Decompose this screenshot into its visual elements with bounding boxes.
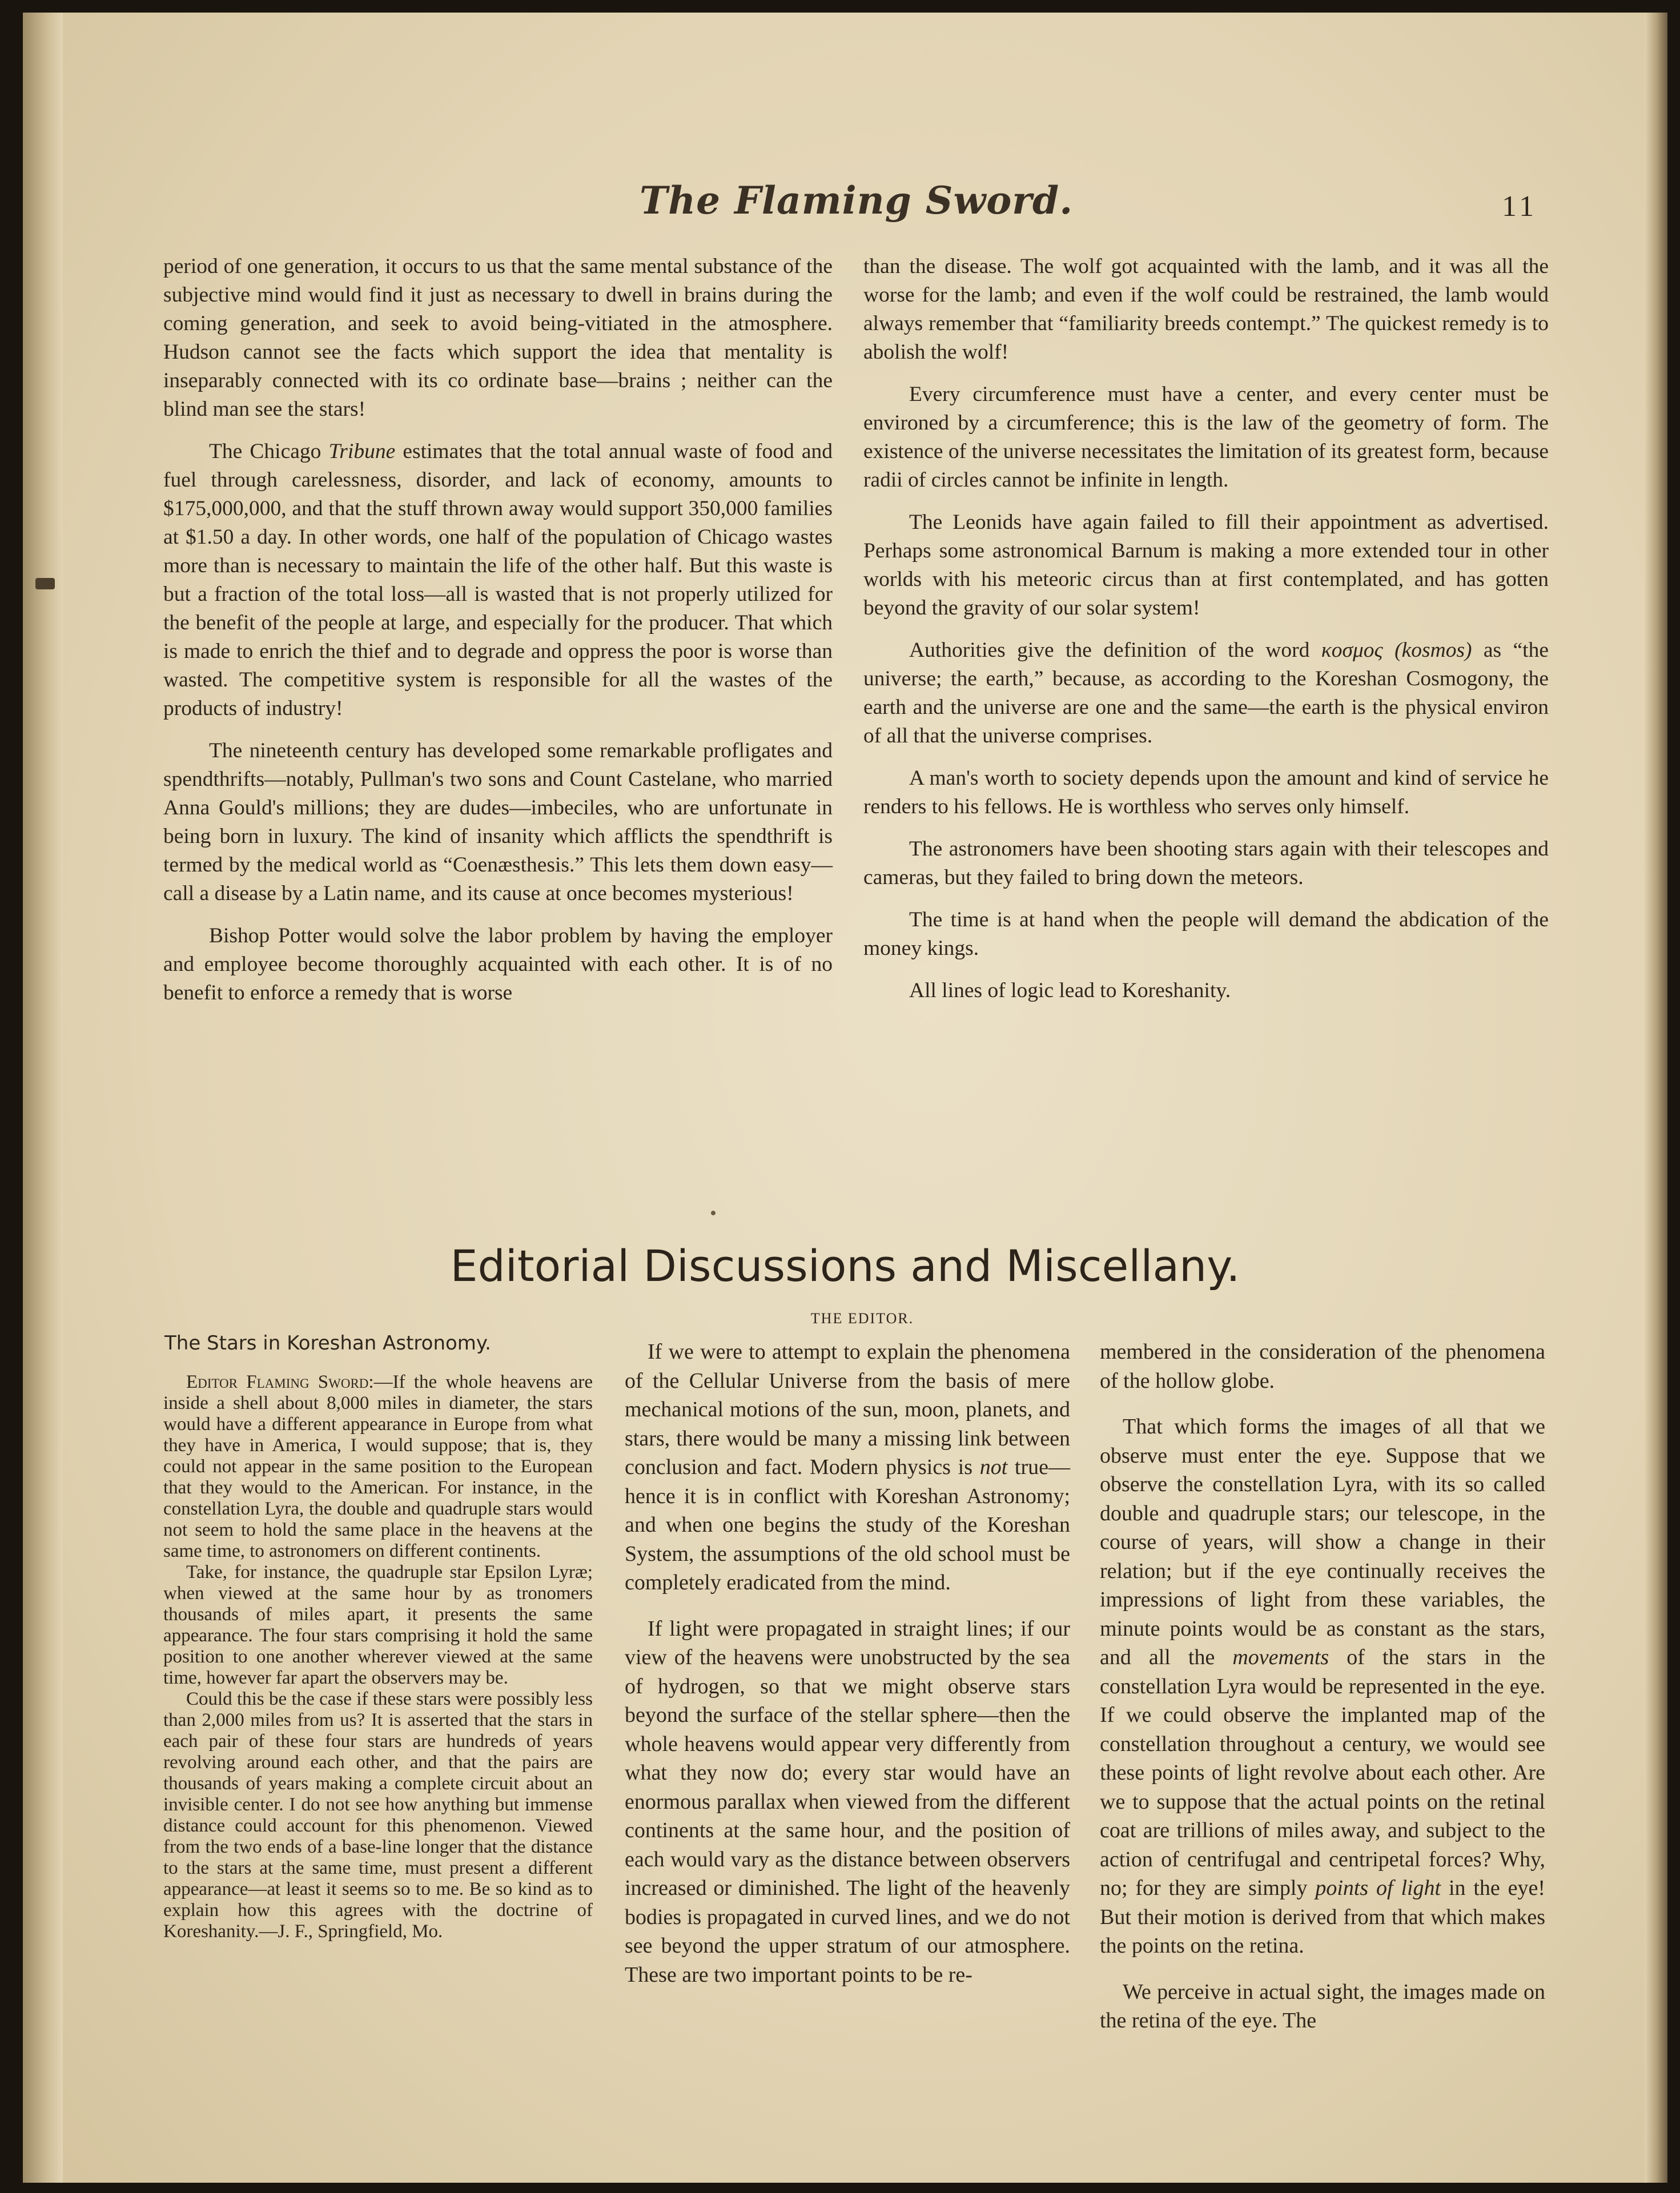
binding-gutter xyxy=(23,13,63,2183)
salutation: Editor Flaming Sword: xyxy=(186,1372,374,1392)
editorial-right-column xyxy=(1100,1338,1545,2053)
paragraph: All lines of logic lead to Koreshanity. xyxy=(909,979,1231,1002)
upper-right-column xyxy=(863,252,1549,1019)
letter-paragraph: Could this be the case if these stars were possibly less than 2,000 miles from us? It is asserted that the stars in each pair of these four stars are hundreds of years revolving around each other, and that the pairs are thousands of years making a complete circuit about an invisible center. I do not see how anything but immense distance could account for this phenomenon. Viewed from the two ends of a base-line longer that the distance to the stars at the same time, must present a different appearance—at least it seems so to me. Be so kind as to explain how this agrees with the doctrine of Koreshanity.—J. F., Springfield, Mo. xyxy=(163,1689,593,1942)
paragraph: The nineteenth century has developed some remarkable profligates and spendthrifts—notably, Pullman's two sons and Count Castelane, who married Anna Gould's millions; they are dudes—imbeciles, who are unfortunate in being born in luxury. The kind of insanity which afflicts the spendthrift is termed by the medical world as “Coenæsthesis.” This lets them down easy—call a disease by a Latin name, and its cause at once becomes mysterious! xyxy=(163,739,833,905)
running-title: The Flaming Sword. xyxy=(640,178,1074,223)
paragraph: The Chicago Tribune estimates that the total annual waste of food and fuel through carelessness, disorder, and lack of economy, amounts to $175,000,000, and that the stuff thrown away would support 350,000 families at $1.50 a day. In other words, one half of the population of Chicago wastes more than is necessary to maintain the life of the other half. But this waste is but a fraction of the total loss—all is wasted that is not properly utilized for the benefit of the people at large, and especially for the producer. That which is made to enrich the thief and to degrade and oppress the poor is worse than wasted. The competitive system is responsible for all the wastes of the products of industry! xyxy=(163,440,833,720)
editorial-middle-column xyxy=(625,1338,1070,2006)
byline: THE EDITOR. xyxy=(810,1310,914,1327)
letter-paragraph: Editor Flaming Sword:—If the whole heavens are inside a shell about 8,000 miles in diameter, the stars would have a different appearance in Europe from what they have in America, I would suppose; that is, they could not appear in the same position to the European that they would to the American. For instance, in the constellation Lyra, the double and quadruple stars would not seem to hold the same place in the heavens at the same time, to astronomers on different continents. xyxy=(163,1372,593,1561)
magazine-page xyxy=(23,13,1667,2183)
upper-left-column xyxy=(163,252,833,1021)
paragraph: Every circumference must have a center, and every center must be environed by a circumference; this is the law of the geometry of form. The existence of the universe necessitates the limitation of its greatest form, because radii of circles cannot be infinite in length. xyxy=(863,383,1549,492)
paragraph: membered in the consideration of the phenomena of the hollow globe. xyxy=(1100,1340,1545,1393)
paragraph: The Leonids have again failed to fill their appointment as advertised. Perhaps some astronomical Barnum is making a more extended tour in other worlds with his meteoric circus than at first contemplated, and has gotten beyond the gravity of our solar system! xyxy=(863,511,1549,620)
letter-title: The Stars in Koreshan Astronomy. xyxy=(164,1332,491,1355)
paragraph: than the disease. The wolf got acquainted with the lamb, and it was all the worse for the lamb; and even if the wolf could be restrained, the lamb would always remember that “familiarity breeds contempt.” The quickest remedy is to abolish the wolf! xyxy=(863,255,1549,364)
letter-column xyxy=(163,1372,593,1942)
letter-paragraph: Take, for instance, the quadruple star Epsilon Lyræ; when viewed at the same hour by as tronomers thousands of miles apart, it presents the same appearance. The four stars comprising it hold the same position to one another wherever viewed at the same time, however far apart the observers may be. xyxy=(163,1562,593,1688)
paragraph: We perceive in actual sight, the images made on the retina of the eye. The xyxy=(1100,1979,1545,2033)
paragraph: A man's worth to society depends upon the amount and kind of service he renders to his fellows. He is worthless who serves only himself. xyxy=(863,766,1549,818)
paragraph: The astronomers have been shooting stars again with their telescopes and cameras, but they failed to bring down the meteors. xyxy=(863,837,1549,889)
page-edge xyxy=(1645,13,1667,2183)
paragraph: The time is at hand when the people will demand the abdication of the money kings. xyxy=(863,908,1549,960)
paragraph: Authorities give the definition of the word κοσμος (kosmos) as “the universe; the earth,” because, as according to the Koreshan Cosmogony, the earth and the universe are one and the same—the earth is the physical environ of all that the universe comprises. xyxy=(863,638,1549,748)
page-number: 11 xyxy=(1502,190,1538,223)
paragraph: If we were to attempt to explain the phenomena of the Cellular Universe from the basis of mere mechanical motions of the sun, moon, planets, and stars, there would be many a missing link between conclusion and fact. Modern physics is not true—hence it is in conflict with Koreshan Astronomy; and when one begins the study of the Koreshan System, the assumptions of the old school must be completely eradicated from the mind. xyxy=(625,1340,1071,1594)
paragraph: period of one generation, it occurs to us that the same mental substance of the subjective mind would find it just as necessary to dwell in brains during the coming generation, and seek to avoid being-vitiated in the atmosphere. Hudson cannot see the facts which support the idea that mentality is inseparably connected with its co ordinate base—brains ; neither can the blind man see the stars! xyxy=(163,255,833,421)
page-stain xyxy=(35,578,55,589)
paragraph: Bishop Potter would solve the labor problem by having the employer and employee become thoroughly acquainted with each other. It is of no benefit to enforce a remedy that is worse xyxy=(163,924,833,1005)
paragraph: That which forms the images of all that we observe must enter the eye. Suppose that we observe the constellation Lyra, with its so called double and quadruple stars; our telescope, in the course of years, will show a change in their relation; but if the eye continually receives the impressions of light from these variables, the minute points would be as constant as the stars, and all the movements of the stars in the constellation Lyra would be represented in the eye. If we could observe the implanted map of the constellation throughout a century, we would see these points of light revolve about each other. Are we to suppose that the actual points on the retinal coat are trillions of miles away, and subject to the action of centrifugal and centripetal forces? Why, no; for they are simply points of light in the eye! But their motion is derived from that which makes the points on the retina. xyxy=(1100,1415,1545,1958)
paragraph: If light were propagated in straight lines; if our view of the heavens were unobstructed by the sea of hydrogen, so that we might observe stars beyond the surface of the stellar sphere—then the whole heavens would appear very differently from what they now do; every star would have an enormous parallax when viewed from the different continents at the same hour, and the position of each would vary as the distance between observers increased or diminished. The light of the heavenly bodies is propagated in curved lines, and we do not see beyond the upper stratum of our atmosphere. These are two important points to be re- xyxy=(625,1616,1070,1987)
bullet-mark xyxy=(711,1211,716,1215)
section-heading: Editorial Discussions and Miscellany. xyxy=(450,1240,1240,1291)
